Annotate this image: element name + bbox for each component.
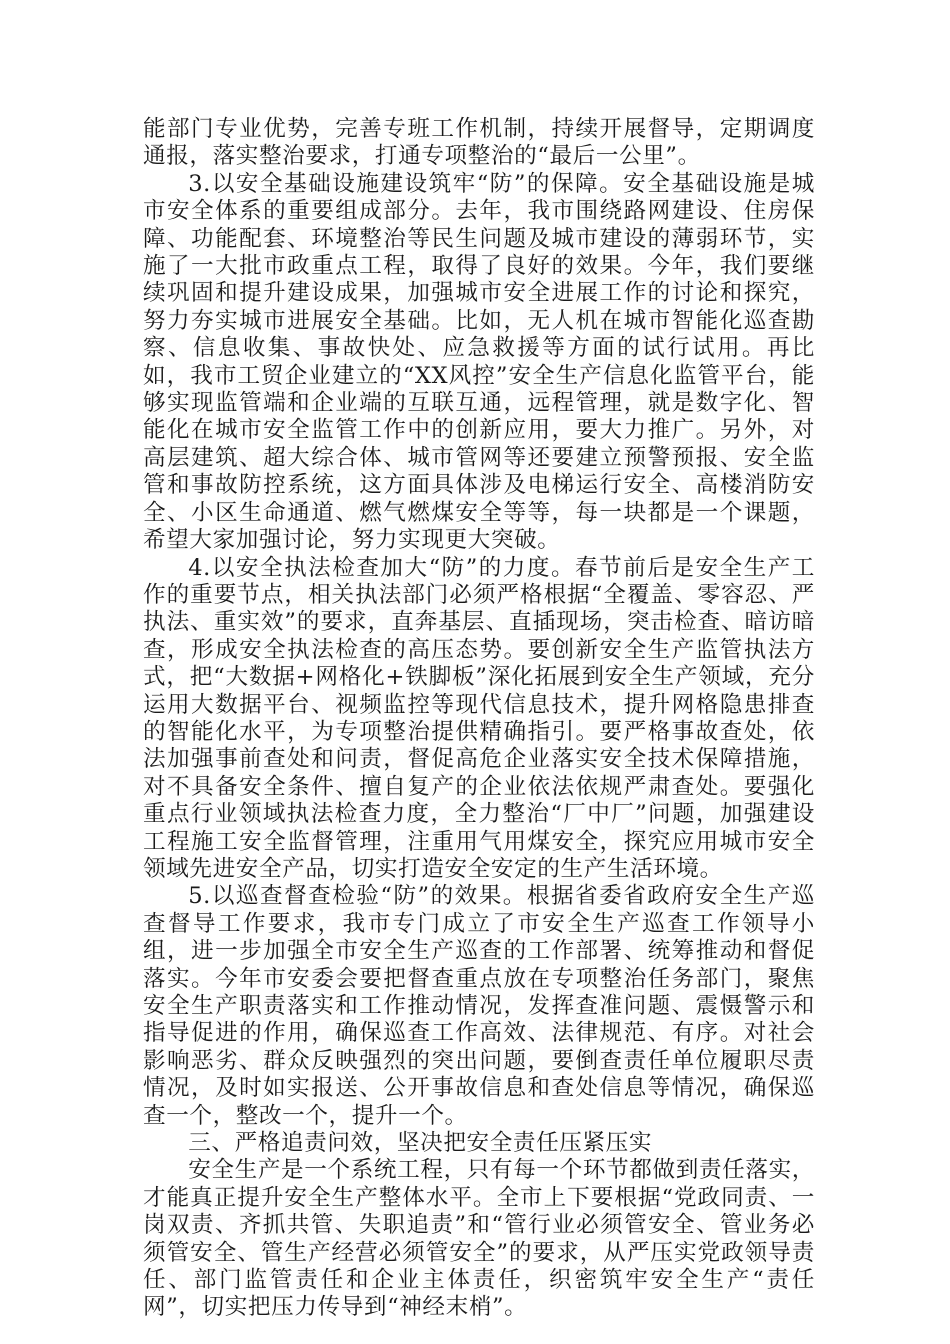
- paragraph-5: 安全生产是一个系统工程，只有每一个环节都做到责任落实，才能真正提升安全生产整体水平。全市上下要根据“党政同责、一岗双责、齐抓共管、失职追责”和“管行业必须管安全、管业务必须管安全、管生产经营必须管安全”的要求，从严压实党政领导责任、部门监管责任和企业主体责任，织密筑牢安全生产“责任网”，切实把压力传导到“神经末梢”。: [143, 1157, 815, 1321]
- paragraph-3: 4.以安全执法检查加大“防”的力度。春节前后是安全生产工作的重要节点，相关执法部门必须严格根据“全覆盖、零容忍、严执法、重实效”的要求，直奔基层、直插现场，突击检查、暗访暗查，形成安全执法检查的高压态势。要创新安全生产监管执法方式，把“大数据+网格化+铁脚板”深化拓展到安全生产领域，充分运用大数据平台、视频监控等现代信息技术，提升网格隐患排查的智能化水平，为专项整治提供精确指引。要严格事故查处，依法加强事前查处和问责，督促高危企业落实安全技术保障措施，对不具备安全条件、擅自复产的企业依法依规严肃查处。要强化重点行业领域执法检查力度，全力整治“厂中厂”问题，加强建设工程施工安全监督管理，注重用气用煤安全，探究应用城市安全领域先进安全产品，切实打造安全安定的生产生活环境。: [143, 554, 815, 882]
- section-heading: 三、严格追责问效，坚决把安全责任压紧压实: [188, 1130, 653, 1157]
- paragraph-1: 能部门专业优势，完善专班工作机制，持续开展督导，定期调度通报，落实整治要求，打通专项整治的“最后一公里”。: [143, 116, 815, 170]
- paragraph-4: 5.以巡查督查检验“防”的效果。根据省委省政府安全生产巡查督导工作要求，我市专门成立了市安全生产巡查工作领导小组，进一步加强全市安全生产巡查的工作部署、统筹推动和督促落实。今年市安委会要把督查重点放在专项整治任务部门，聚焦安全生产职责落实和工作推动情况，发挥查准问题、震慑警示和指导促进的作用，确保巡查工作高效、法律规范、有序。对社会影响恶劣、群众反映强烈的突出问题，要倒查责任单位履职尽责情况，及时如实报送、公开事故信息和查处信息等情况，确保巡查一个，整改一个，提升一个。: [143, 883, 815, 1129]
- paragraph-2: 3.以安全基础设施建设筑牢“防”的保障。安全基础设施是城市安全体系的重要组成部分。去年，我市围绕路网建设、住房保障、功能配套、环境整治等民生问题及城市建设的薄弱环节，实施了一大批市政重点工程，取得了良好的效果。今年，我们要继续巩固和提升建设成果，加强城市安全进展工作的讨论和探究，努力夯实城市进展安全基础。比如，无人机在城市智能化巡查勘察、信息收集、事故快处、应急救援等方面的试行试用。再比如，我市工贸企业建立的“XX风控”安全生产信息化监管平台，能够实现监管端和企业端的互联互通，远程管理，就是数字化、智能化在城市安全监管工作中的创新应用，要大力推广。另外，对高层建筑、超大综合体、城市管网等还要建立预警预报、安全监管和事故防控系统，这方面具体涉及电梯运行安全、高楼消防安全、小区生命通道、燃气燃煤安全等等，每一块都是一个课题，希望大家加强讨论，努力实现更大突破。: [143, 170, 815, 554]
- document-page: [143, 116, 815, 1322]
